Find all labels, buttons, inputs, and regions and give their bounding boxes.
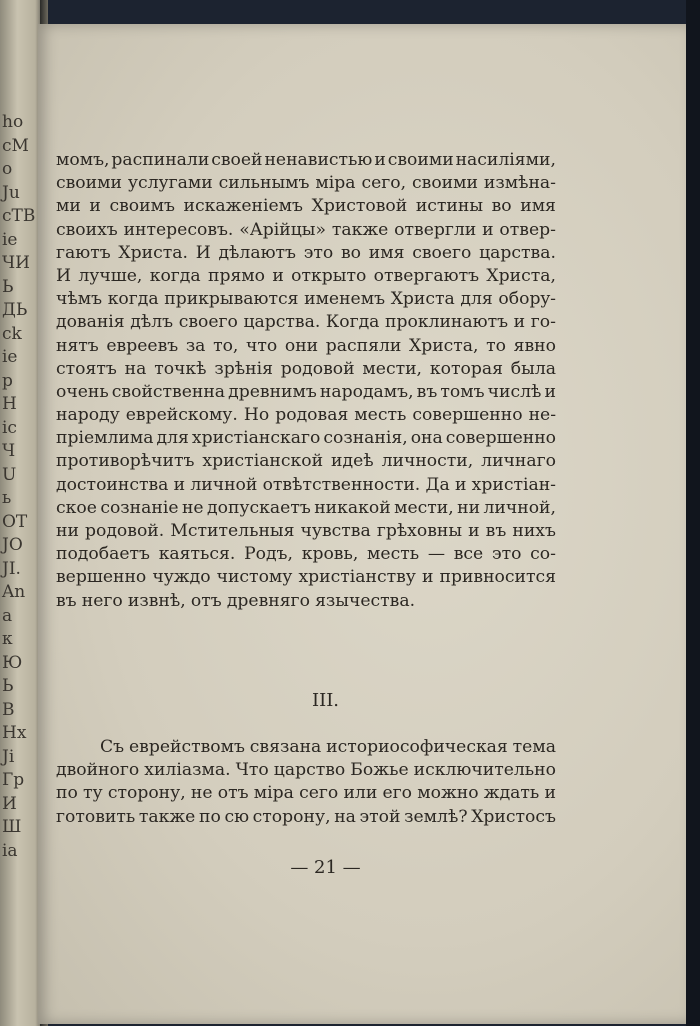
- word: противорѣчитъ: [56, 451, 195, 472]
- word: пріемлима: [56, 428, 154, 449]
- word: евреевъ: [106, 335, 179, 356]
- left-page-fragment: ie: [2, 347, 18, 367]
- word: имя: [368, 242, 405, 263]
- left-page-fragment: p: [2, 370, 13, 391]
- left-page-fragment: ic: [2, 417, 17, 438]
- text-line: [56, 358, 556, 381]
- word: чѣмъ: [56, 289, 103, 310]
- text-line: [56, 806, 556, 829]
- word: подобаетъ: [56, 544, 150, 565]
- word: христіан-: [471, 474, 556, 495]
- word: свойственна: [111, 381, 226, 402]
- word: родовая: [275, 405, 349, 426]
- word: родовой.: [85, 521, 165, 541]
- word: привносится: [439, 567, 556, 588]
- word: когда: [107, 289, 159, 310]
- background-edge: [686, 0, 700, 1026]
- paragraph-1: [56, 149, 556, 613]
- word: допускаетъ: [207, 497, 311, 518]
- left-page-fragment: B: [2, 699, 15, 720]
- word: дованія: [56, 312, 125, 333]
- word: никакой: [314, 497, 391, 518]
- word: еврейскому.: [125, 405, 238, 426]
- left-page-fragment: cM: [2, 135, 29, 156]
- word: и: [482, 219, 494, 240]
- word: него: [81, 590, 123, 611]
- word: на: [124, 358, 147, 379]
- word: открыто: [291, 265, 367, 286]
- word: месть: [367, 544, 420, 565]
- word: «Арійцы»: [239, 219, 326, 240]
- word: связана: [249, 737, 322, 757]
- word: въ: [416, 381, 438, 402]
- word: своимъ: [109, 196, 175, 217]
- word: личнаго: [481, 451, 556, 472]
- word: Мстительныя: [170, 521, 295, 541]
- word: извнѣ,: [127, 590, 186, 611]
- word: за: [185, 335, 206, 356]
- left-page-fragment: Ч: [2, 441, 16, 461]
- word: И: [195, 242, 211, 263]
- word: отвѣтственности.: [262, 474, 421, 495]
- word: или: [343, 783, 378, 804]
- word: и: [544, 783, 556, 804]
- word: двойного: [56, 760, 140, 781]
- word: исключительно: [413, 760, 556, 781]
- left-page-fragment: JO: [2, 535, 23, 555]
- word: и: [421, 567, 434, 588]
- word: ское: [56, 497, 97, 518]
- word: ни: [56, 521, 79, 541]
- word: нятъ: [56, 335, 99, 356]
- paragraph-2: [56, 736, 556, 829]
- word: своего: [178, 312, 238, 333]
- word: интересовъ.: [123, 219, 234, 240]
- word: во: [491, 196, 512, 217]
- left-page-fragment: o: [2, 159, 13, 179]
- word: этой: [359, 806, 401, 827]
- word: искаженіемъ: [183, 196, 303, 217]
- left-page-fragment: к: [2, 629, 13, 649]
- left-page-fragment: Гp: [2, 770, 25, 790]
- word: Христа: [390, 289, 455, 310]
- word: прикрываются: [164, 289, 299, 310]
- word: —: [427, 544, 445, 565]
- text-line: [56, 497, 556, 520]
- word: можно: [417, 783, 479, 804]
- word: готовить: [56, 806, 136, 827]
- left-page-fragment: И: [2, 793, 17, 814]
- word: и: [272, 265, 284, 286]
- word: имя: [520, 196, 556, 217]
- text-line: [56, 590, 556, 613]
- word: личной,: [483, 497, 556, 518]
- word: Съ: [100, 737, 125, 757]
- left-page-fragment: H: [2, 394, 17, 414]
- word: по: [198, 806, 221, 827]
- word: вершенно: [56, 567, 147, 588]
- word: не: [181, 497, 204, 518]
- text-line: [56, 404, 556, 427]
- word: каяться.: [158, 544, 236, 565]
- word: Когда: [325, 312, 380, 333]
- left-page-fragment: ie: [2, 229, 18, 250]
- word: услугами: [127, 173, 213, 194]
- word: грѣховны: [376, 521, 463, 541]
- word: ждать: [483, 783, 540, 804]
- word: христіанству: [298, 567, 416, 588]
- word: сознаніе: [100, 497, 179, 518]
- word: во: [340, 242, 362, 263]
- text-line: [56, 566, 556, 589]
- word: распинали: [111, 150, 210, 170]
- word: то,: [213, 335, 239, 356]
- word: дѣлаютъ: [218, 242, 296, 263]
- word: ту: [83, 783, 103, 804]
- word: своихъ: [56, 219, 118, 240]
- word: чуждо: [152, 567, 211, 588]
- word: отвергли: [394, 219, 477, 240]
- text-line: [56, 759, 556, 782]
- text-line: [56, 782, 556, 805]
- word: народу: [56, 405, 120, 426]
- word: также: [331, 219, 389, 240]
- word: царство: [273, 760, 346, 781]
- word: своими: [56, 173, 122, 194]
- word: историософическая: [326, 737, 508, 757]
- word: месть: [354, 405, 407, 426]
- word: своей: [211, 150, 263, 170]
- word: не: [190, 783, 213, 804]
- word: сильнымъ: [218, 173, 310, 194]
- text-line: [56, 474, 556, 497]
- word: сознанія,: [323, 428, 408, 449]
- word: личности,: [381, 451, 474, 472]
- word: что: [246, 335, 278, 356]
- word: Да: [425, 474, 450, 495]
- word: нихъ: [512, 521, 556, 541]
- word: Что: [235, 760, 269, 781]
- word: отъ: [217, 783, 249, 804]
- word: Христа.: [118, 242, 188, 263]
- word: мести,: [394, 497, 454, 518]
- left-page-fragment: Ju: [2, 182, 20, 203]
- word: также: [138, 806, 196, 827]
- word: и: [454, 474, 467, 495]
- word: и: [468, 521, 480, 541]
- word: отвер-: [499, 219, 556, 240]
- text-line: [56, 195, 556, 218]
- word: момъ,: [56, 150, 110, 170]
- left-page-fragment: ДЬ: [2, 300, 28, 320]
- word: Христовой: [311, 196, 408, 217]
- left-page-fragment: Ь: [2, 276, 14, 297]
- word: народамъ,: [319, 381, 414, 402]
- text-line: [56, 149, 556, 172]
- word: распяли: [325, 335, 402, 356]
- word: царства.: [243, 312, 321, 333]
- word: въ: [485, 521, 507, 541]
- word: и: [374, 150, 386, 170]
- text-line: [56, 520, 556, 543]
- word: чувства: [300, 521, 371, 541]
- word: на: [334, 806, 356, 827]
- word: Христа,: [408, 335, 479, 356]
- word: Родъ,: [244, 544, 293, 565]
- word: дѣлъ: [130, 312, 174, 333]
- left-page-fragment: Ю: [2, 652, 23, 673]
- word: это: [491, 544, 522, 565]
- word: когда: [149, 265, 201, 286]
- word: сего: [299, 783, 339, 804]
- word: отъ: [190, 590, 222, 611]
- word: совершенно: [412, 405, 523, 426]
- word: которая: [429, 358, 503, 379]
- left-page-fragment: ЧИ: [2, 253, 30, 273]
- left-page-fragment: ho: [2, 112, 24, 132]
- word: прямо: [207, 265, 266, 286]
- text-line: [56, 736, 556, 759]
- left-page-fragment: OT: [2, 511, 28, 532]
- word: своими: [387, 150, 454, 170]
- left-page-fragment: ь: [2, 488, 12, 508]
- word: Но: [243, 405, 270, 426]
- word: измѣна-: [483, 173, 556, 194]
- word: томъ: [440, 381, 485, 402]
- word: не-: [528, 405, 556, 426]
- text-line: [56, 288, 556, 311]
- word: еврействомъ: [128, 737, 245, 757]
- word: отвергаютъ: [373, 265, 480, 286]
- word: древняго: [226, 590, 310, 611]
- word: міра: [253, 783, 294, 804]
- word: ми: [56, 196, 81, 217]
- page-number: — 21 —: [290, 857, 361, 878]
- section-heading: III.: [311, 690, 340, 711]
- word: и: [544, 381, 556, 402]
- word: хиліазма.: [144, 760, 231, 781]
- word: ненавистью: [264, 150, 373, 170]
- word: міра: [315, 173, 356, 194]
- word: и: [513, 312, 526, 333]
- word: своими: [412, 173, 478, 194]
- word: для: [460, 289, 493, 310]
- word: это: [303, 242, 334, 263]
- left-page-fragment: cTB: [2, 206, 36, 226]
- word: древнимъ: [228, 381, 317, 402]
- text-line: [56, 427, 556, 450]
- word: явно: [513, 335, 556, 356]
- word: ни: [457, 497, 481, 518]
- word: была: [510, 358, 556, 379]
- left-page-fragment: Ь: [2, 676, 14, 696]
- left-page-fragment: Ш: [2, 817, 22, 837]
- word: числѣ: [487, 381, 542, 402]
- word: они: [284, 335, 319, 356]
- left-page-fragment: a: [2, 605, 13, 626]
- word: родовой: [280, 358, 355, 379]
- word: она: [410, 428, 443, 449]
- word: зрѣнія: [214, 358, 273, 379]
- word: христіанской: [202, 451, 324, 472]
- word: оборy-: [498, 289, 556, 310]
- left-page-fragment: U: [2, 464, 17, 485]
- word: христіанскаго: [191, 428, 321, 449]
- text-line: [56, 172, 556, 195]
- word: и: [89, 196, 101, 217]
- text-line: [56, 381, 556, 404]
- word: со-: [530, 544, 556, 565]
- word: истины: [415, 196, 484, 217]
- left-page-fragment: Ji: [2, 746, 15, 767]
- word: личной: [190, 474, 258, 495]
- word: для: [156, 428, 189, 449]
- text-line: [56, 219, 556, 242]
- word: гаютъ: [56, 242, 111, 263]
- word: насиліями,: [455, 150, 556, 170]
- word: очень: [56, 381, 109, 402]
- word: чистому: [216, 567, 293, 588]
- word: тема: [512, 737, 556, 757]
- word: то: [486, 335, 506, 356]
- word: царства.: [479, 242, 556, 263]
- word: сего,: [361, 173, 407, 194]
- word: кровь,: [301, 544, 359, 565]
- left-page-fragment: Hx: [2, 723, 27, 743]
- word: сю: [224, 806, 250, 827]
- left-page-fragment: JI.: [2, 558, 21, 579]
- word: своего: [412, 242, 472, 263]
- word: сторону,: [252, 806, 331, 827]
- word: и: [173, 474, 186, 495]
- word: го-: [530, 312, 556, 333]
- word: совершенно: [445, 428, 556, 449]
- text-line: [56, 543, 556, 566]
- word: землѣ?: [404, 806, 468, 827]
- word: стоятъ: [56, 358, 117, 379]
- word: Христосъ: [471, 806, 556, 827]
- word: И: [56, 265, 71, 286]
- book-page: [38, 24, 688, 1024]
- word: по: [56, 783, 78, 804]
- word: сторону,: [107, 783, 186, 804]
- word: Христа,: [486, 265, 556, 286]
- word: его: [382, 783, 413, 804]
- word: проклинаютъ: [385, 312, 509, 333]
- word: мести,: [362, 358, 423, 379]
- word: все: [453, 544, 484, 565]
- word: въ: [56, 590, 77, 611]
- word: Божье: [350, 760, 409, 781]
- word: лучше,: [78, 265, 143, 286]
- text-line: [56, 335, 556, 358]
- word: достоинства: [56, 474, 169, 495]
- text-line: [56, 311, 556, 334]
- word: именемъ: [304, 289, 386, 310]
- text-line: [56, 450, 556, 473]
- text-line: [56, 242, 556, 265]
- left-page-fragment: ck: [2, 323, 22, 344]
- left-page-fragment: An: [2, 582, 26, 602]
- word: язычества.: [315, 590, 416, 611]
- text-line: [56, 265, 556, 288]
- word: идеѣ: [331, 451, 374, 472]
- word: точкѣ: [154, 358, 207, 379]
- left-page-fragment: ia: [2, 840, 18, 861]
